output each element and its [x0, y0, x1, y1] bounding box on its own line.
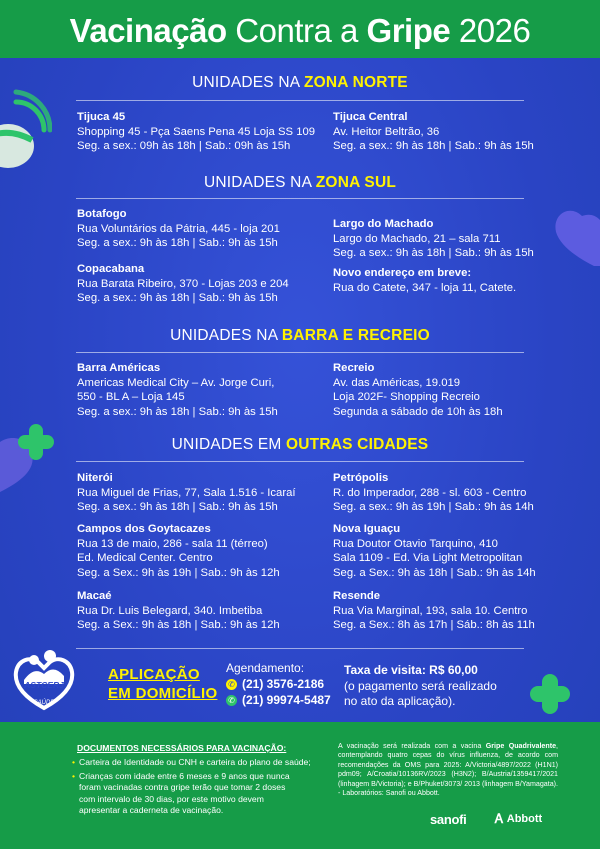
unit-hours: Seg. a Sex.: 9h às 18h | Sab.: 9h às 12h — [77, 619, 280, 631]
logo-sub: SAÚDE — [33, 700, 55, 706]
unit-name: Botafogo — [77, 208, 127, 220]
unit-address: Rua Via Marginal, 193, sala 10. Centro — [333, 604, 528, 617]
section-prefix: UNIDADES NA — [192, 74, 300, 91]
title-part2: Contra a — [235, 12, 358, 49]
unit-address-2: Sala 1109 - Ed. Via Light Metropolitan — [333, 552, 523, 564]
section-title-zona-norte — [0, 74, 600, 92]
list-item — [72, 771, 311, 816]
home-service-title-line2: EM DOMICÍLIO — [108, 685, 218, 702]
doc-1: Carteira de Identidade ou CNH e carteira do plano de saúde; — [79, 757, 311, 767]
unit-campos — [77, 522, 280, 580]
unit-nova-iguacu — [333, 522, 536, 580]
section-highlight: BARRA E RECREIO — [281, 327, 430, 344]
divider — [76, 352, 524, 353]
divider — [76, 461, 524, 462]
unit-largo-do-machado — [333, 217, 534, 261]
visit-fee — [344, 663, 497, 710]
schedule-label: Agendamento: — [226, 661, 305, 675]
unit-hours: Segunda a sábado de 10h às 18h — [333, 405, 503, 418]
unit-name: Tijuca Central — [333, 111, 408, 123]
unit-address: Americas Medical City – Av. Jorge Curi, — [77, 376, 275, 389]
home-service-title — [108, 665, 217, 703]
phone-1-number[interactable]: (21) 3576-2186 — [242, 677, 325, 691]
docs-title: DOCUMENTOS NECESSÁRIOS PARA VACINAÇÃO: — [77, 743, 287, 753]
unit-tijuca-45 — [77, 110, 315, 154]
unit-hours: Seg. a sex.: 9h às 18h | Sab.: 9h às 15h — [77, 237, 278, 249]
section-prefix: UNIDADES EM — [171, 436, 282, 453]
unit-hours: Seg. a Sex.: 9h às 19h | Sab.: 9h às 12h — [77, 566, 280, 579]
doc-2-line-1: Crianças com idade entre 6 meses e 9 anos que nunca — [79, 771, 290, 782]
note-pre: A vacinação será realizada com a vacina — [338, 742, 482, 750]
section-highlight: OUTRAS CIDADES — [286, 436, 429, 453]
fee-label: Taxa de visita: R$ 60,00 — [344, 663, 478, 677]
unit-hours: Seg. a sex.: 9h às 18h | Sab.: 9h às 15h — [77, 405, 278, 418]
unit-tijuca-central — [333, 110, 534, 154]
unit-address-2: 550 - BL A – Loja 145 — [77, 391, 185, 403]
unit-barra-americas — [77, 361, 278, 419]
note-post: , contemplando quatro cepas do vírus influenza, de acordo com recomendações da OMS para 2025: A/Victoria/4897/2022 (H1N1) pdm09; A/Croatia/10136RV/2023 (H3N2); B/Austria/1359417/2021 (linhagem B/Victoria); e B/Phuket/3073/ 2013 (linhagem B/Yamagata). - Laboratórios: Sanofi ou Abbott. — [338, 742, 558, 798]
unit-name: Resende — [333, 590, 381, 602]
unit-name: Nova Iguaçu — [333, 523, 401, 535]
section-prefix: UNIDADES NA — [170, 327, 278, 344]
phone-icon: ✆ — [226, 679, 237, 690]
unit-name: Barra Américas — [77, 362, 161, 374]
cross-icon — [530, 674, 570, 714]
unit-hours: Seg. a Sex.: 8h às 17h | Sáb.: 8h às 11h — [333, 619, 535, 631]
unit-name: Tijuca 45 — [77, 111, 126, 123]
unit-name: Niterói — [77, 472, 113, 484]
phone-2[interactable] — [226, 692, 331, 708]
unit-name: Largo do Machado — [333, 218, 434, 230]
divider — [76, 100, 524, 101]
fee-note-1: (o pagamento será realizado — [344, 678, 497, 693]
abbott-mark-icon: Ꭺ — [495, 811, 504, 826]
unit-hours: Seg. a sex.: 9h às 18h | Sab.: 9h às 15h — [77, 501, 278, 513]
unit-address: Rua Miguel de Frias, 77, Sala 1.516 - Icaraí — [77, 486, 296, 499]
sanofi-logo: sanofi — [430, 812, 467, 827]
abbott-logo — [495, 811, 542, 827]
divider — [76, 648, 524, 649]
unit-address: Rua Dr. Luis Belegard, 340. Imbetiba — [77, 604, 263, 617]
unit-copacabana — [77, 262, 289, 306]
unit-resende — [333, 589, 535, 633]
phone-2-number[interactable]: (21) 99974-5487 — [242, 693, 331, 707]
unit-address: R. do Imperador, 288 - sl. 603 - Centro — [333, 486, 527, 499]
unit-name: Petrópolis — [333, 472, 389, 484]
abbott-text: Abbott — [506, 813, 543, 825]
section-highlight: ZONA SUL — [315, 174, 397, 191]
unit-address-2: Ed. Medical Center. Centro — [77, 552, 213, 564]
unit-name: Campos dos Goytacazes — [77, 523, 211, 535]
note-bold: Gripe Quadrivalente — [485, 742, 557, 750]
title-part4: 2026 — [458, 12, 531, 49]
divider — [76, 198, 524, 199]
schedule — [226, 660, 331, 708]
list-item — [72, 757, 311, 768]
unit-address: Shopping 45 - Pça Saens Pena 45 Loja SS 109 — [77, 125, 316, 138]
docs-list — [72, 757, 311, 819]
unit-address: Rua Doutor Otavio Tarquino, 410 — [333, 537, 498, 550]
whatsapp-icon: ✆ — [226, 695, 237, 706]
unit-address: Av. das Américas, 19.019 — [333, 376, 461, 389]
title-part3: Gripe — [366, 12, 451, 49]
unit-niteroi — [77, 471, 296, 515]
unit-address: Av. Heitor Beltrão, 36 — [333, 125, 440, 138]
doc-2-line-2: foram vacinadas contra gripe terão que tomar 2 doses — [79, 782, 286, 793]
home-service-title-line1: APLICAÇÃO — [108, 666, 200, 683]
section-title-barra-recreio — [0, 327, 600, 345]
section-title-zona-sul — [0, 174, 600, 192]
section-highlight: ZONA NORTE — [303, 74, 408, 91]
unit-hours: Seg. a Sex.: 9h às 18h | Sab.: 9h às 14h — [333, 566, 536, 579]
section-prefix: UNIDADES NA — [203, 174, 312, 191]
unit-address: Rua do Catete, 347 - loja 11, Catete. — [333, 281, 517, 294]
title-part1: Vacinação — [69, 12, 227, 49]
unit-petropolis — [333, 471, 534, 515]
unit-name: Novo endereço em breve: — [333, 267, 472, 279]
unit-hours: Seg. a sex.: 9h às 18h | Sab.: 9h às 15h — [333, 140, 534, 152]
doc-2-line-4: apresentar a caderneta de vacinação. — [79, 804, 224, 815]
unit-name: Copacabana — [77, 263, 145, 275]
unit-address: Rua 13 de maio, 286 - sala 11 (térreo) — [77, 537, 268, 550]
wifi-icon — [0, 88, 52, 172]
unit-hours: Seg. a sex.: 9h às 19h | Sab.: 9h às 14h — [333, 501, 534, 513]
unit-recreio — [333, 361, 503, 419]
unit-botafogo — [77, 207, 280, 251]
fee-note-2: no ato da aplicação). — [344, 694, 456, 708]
doc-2-line-3: com intervalo de 30 dias, por este motivo devem — [79, 793, 264, 804]
unit-hours: Seg. a sex.: 9h às 18h | Sab.: 9h às 15h — [333, 247, 534, 259]
main-title — [0, 12, 600, 50]
vaccine-note — [338, 742, 558, 798]
unit-name: Macaé — [77, 590, 112, 602]
unit-address: Rua Barata Ribeiro, 370 - Lojas 203 e 204 — [77, 277, 289, 290]
unit-macae — [77, 589, 280, 633]
unit-address: Largo do Machado, 21 – sala 711 — [333, 232, 501, 245]
unit-novo-endereco — [333, 266, 516, 295]
phone-1[interactable] — [226, 676, 331, 692]
unit-hours: Seg. a sex.: 09h às 18h | Sab.: 09h às 15h — [77, 140, 291, 152]
unit-address-2: Loja 202F- Shopping Recreio — [333, 391, 480, 403]
section-title-outras-cidades — [0, 436, 600, 454]
unit-address: Rua Voluntários da Pátria, 445 - loja 201 — [77, 222, 280, 235]
unit-hours: Seg. a sex.: 9h às 18h | Sab.: 9h às 15h — [77, 292, 278, 304]
logo-text: ASTCERJ — [24, 680, 64, 690]
heart-icon — [552, 206, 600, 268]
unit-name: Recreio — [333, 362, 375, 374]
